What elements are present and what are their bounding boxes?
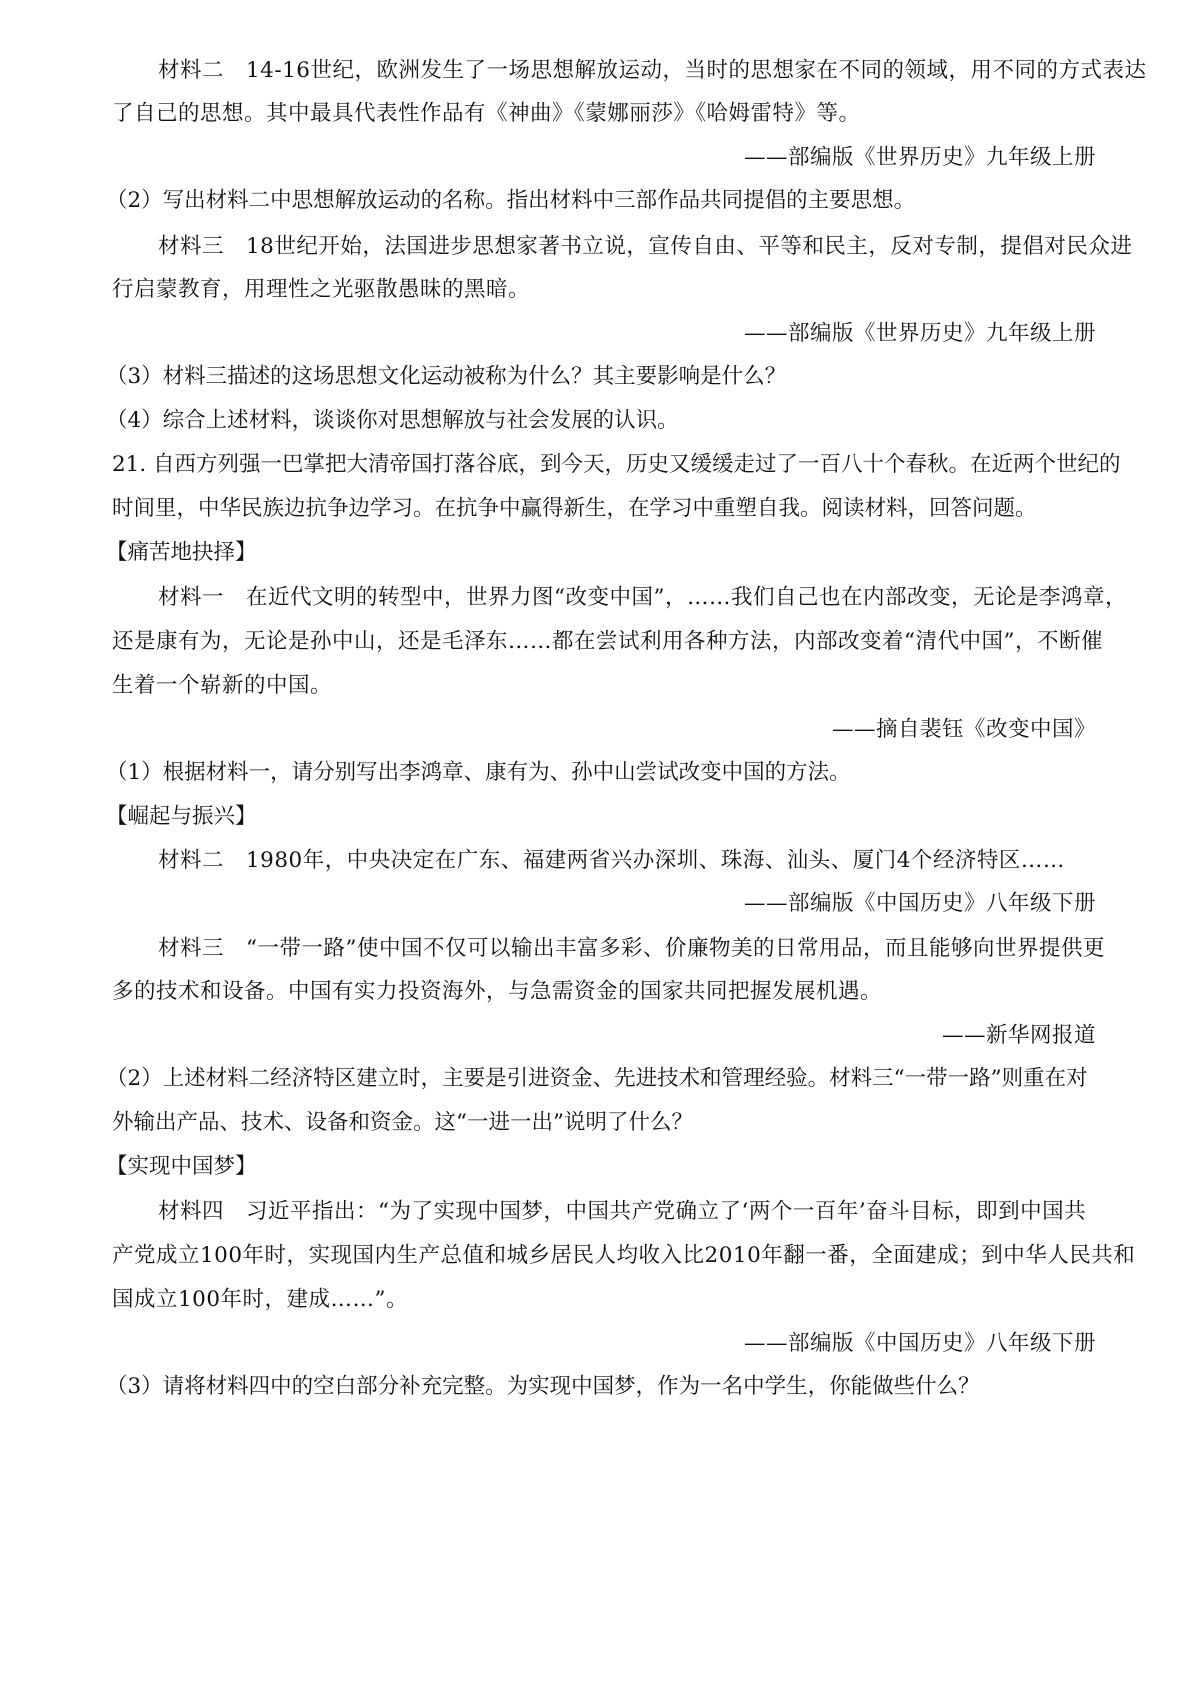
block-3-question: （3）请将材料四中的空白部分补充完整。为实现中国梦，作为一名中学生，你能做些什么？ [106, 1374, 980, 1399]
block-3-line-2: 多的技术和设备。中国有实力投资海外，与急需资金的国家共同把握发展机遇。 [112, 979, 883, 1004]
material-2-source: ——部编版《世界历史》九年级上册 [743, 145, 1096, 170]
problem-21-line-1: 21. 自西方列强一巴掌把大清帝国打落谷底，到今天，历史又缓缓走过了一百八十个春秋。在近两个世纪的 [112, 452, 1121, 477]
problem-21-line-2: 时间里，中华民族边抗争边学习。在抗争中赢得新生，在学习中重塑自我。阅读材料，回答问题。 [112, 496, 1037, 521]
material-2-line-2: 了自己的思想。其中最具代表性作品有《神曲》《蒙娜丽莎》《哈姆雷特》等。 [112, 101, 861, 126]
section-heading-2: 【崛起与振兴】 [106, 804, 257, 829]
block-4-line-1: 材料四 习近平指出：“为了实现中国梦，中国共产党确立了‘两个一百年’奋斗目标，即到中国共 [158, 1199, 1087, 1224]
material-3-source: ——部编版《世界历史》九年级上册 [743, 321, 1096, 346]
section-heading-3: 【实现中国梦】 [106, 1154, 257, 1179]
block-4-source: ——部编版《中国历史》八年级下册 [743, 1331, 1096, 1356]
block-4-line-3: 国成立100年时，建成……”。 [112, 1287, 409, 1312]
block-2-question-line-1: （2）上述材料二经济特区建立时，主要是引进资金、先进技术和管理经验。材料三“一带一路”则重在对 [106, 1066, 1088, 1091]
block-2-source: ——部编版《中国历史》八年级下册 [743, 891, 1096, 916]
material-2-line-1: 材料二 14-16世纪，欧洲发生了一场思想解放运动，当时的思想家在不同的领域，用不同的方式表达 [158, 58, 1147, 83]
block-4-line-2: 产党成立100年时，实现国内生产总值和城乡居民人均收入比2010年翻一番，全面建成；到中华人民共和 [112, 1243, 1136, 1268]
question-3: （3）材料三描述的这场思想文化运动被称为什么？其主要影响是什么？ [106, 364, 787, 389]
block-3-line-1: 材料三 “一带一路”使中国不仅可以输出丰富多彩、价廉物美的日常用品，而且能够向世界提供更 [158, 936, 1105, 961]
block-1-line-1: 材料一 在近代文明的转型中，世界力图“改变中国”，……我们自己也在内部改变，无论是李鸿章， [158, 585, 1127, 610]
material-3-line-2: 行启蒙教育，用理性之光驱散愚昧的黑暗。 [112, 277, 531, 302]
block-1-line-3: 生着一个崭新的中国。 [112, 673, 333, 698]
block-1-source: ——摘自裴钰《改变中国》 [831, 717, 1096, 742]
block-2-question-line-2: 外输出产品、技术、设备和资金。这“一进一出”说明了什么？ [112, 1110, 693, 1135]
block-2-line-1: 材料二 1980年，中央决定在广东、福建两省兴办深圳、珠海、汕头、厦门4个经济特区…… [158, 848, 1065, 873]
block-1-question: （1）根据材料一，请分别写出李鸿章、康有为、孙中山尝试改变中国的方法。 [106, 760, 851, 785]
section-heading-1: 【痛苦地抉择】 [106, 540, 257, 565]
block-3-source: ——新华网报道 [941, 1023, 1096, 1048]
block-1-line-2: 还是康有为，无论是孙中山，还是毛泽东……都在尝试利用各种方法，内部改变着“清代中国”，不断催 [112, 629, 1103, 654]
question-4: （4）综合上述材料，谈谈你对思想解放与社会发展的认识。 [106, 408, 679, 433]
question-2: （2）写出材料二中思想解放运动的名称。指出材料中三部作品共同提倡的主要思想。 [106, 188, 916, 213]
material-3-line-1: 材料三 18世纪开始，法国进步思想家著书立说，宣传自由、平等和民主，反对专制，提倡对民众进 [158, 234, 1133, 259]
